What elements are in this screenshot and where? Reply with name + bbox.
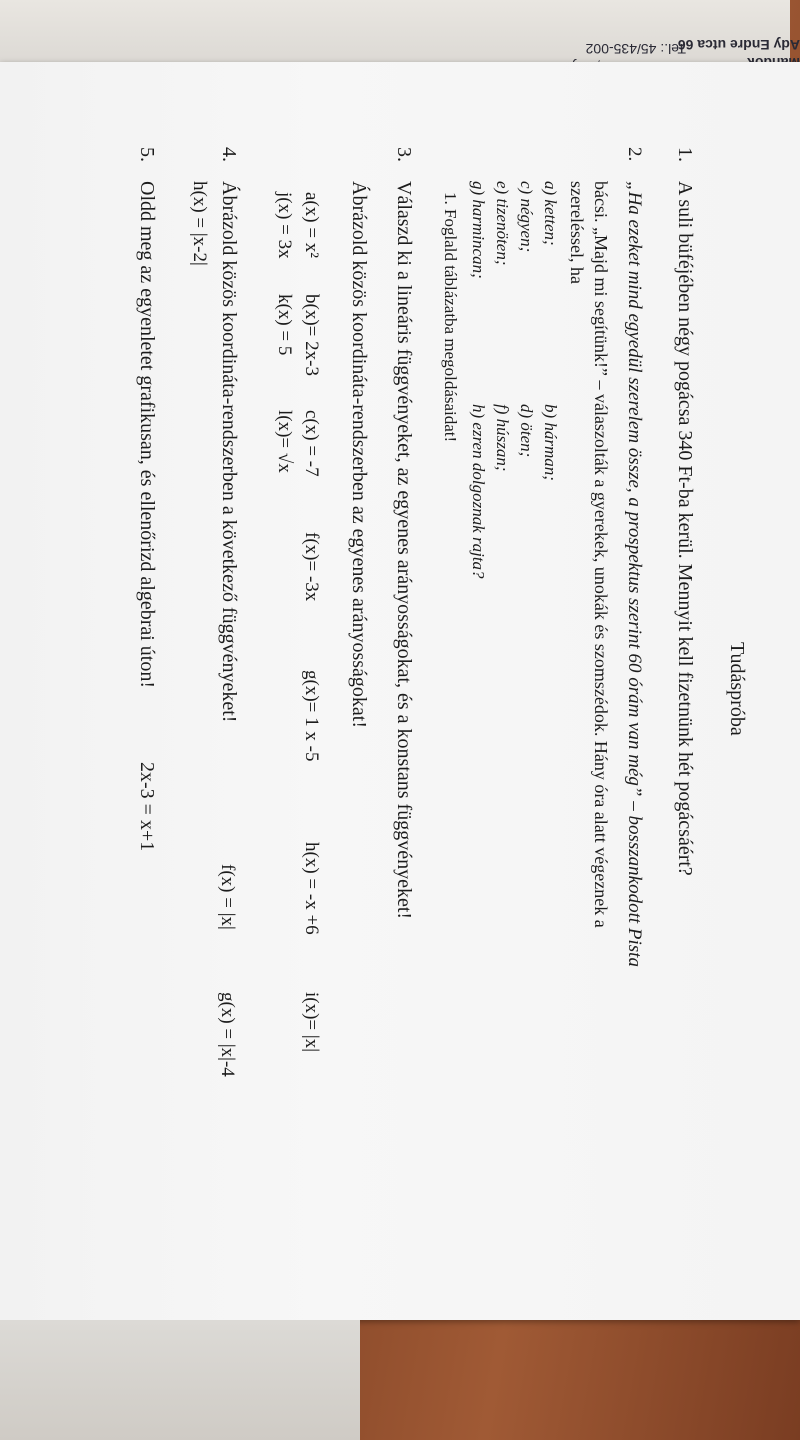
question-4	[217, 147, 240, 722]
function-g: g(x)= 1 x -5	[301, 670, 322, 762]
function-c: c(x) = -7	[301, 410, 322, 477]
option-e: e) tizenöten;	[493, 181, 512, 266]
function-h: h(x) = -x +6	[301, 842, 322, 935]
function-k: k(x) = 5	[274, 294, 295, 356]
option-h: h) ezren dolgoznak rajta?	[469, 404, 488, 579]
question-number: 3.	[393, 147, 415, 162]
option-d: d) öten;	[517, 404, 536, 458]
stamp-line: Tel.: 45/435-002	[585, 41, 686, 57]
worksheet-content	[0, 62, 800, 1242]
option-a: a) ketten;	[541, 181, 560, 246]
equation: 2x-3 = x+1	[136, 762, 158, 852]
question-text: Válaszd ki a lineáris függvényeket, az egyenes arányosságokat, és a konstans függvényeket!	[393, 181, 415, 920]
function-h-abs: h(x) = |x-2|	[189, 181, 210, 266]
paper-edge	[0, 1320, 360, 1440]
question-text: Oldd meg az egyenletet grafikusan, és ellenőrizd algebrai úton!	[136, 181, 158, 689]
function-i: i(x)= |x|	[301, 992, 322, 1053]
question-3	[392, 147, 415, 919]
question-text: Ábrázold közös koordináta-rendszerben a következő függvényeket!	[218, 181, 240, 723]
question-number: 5.	[136, 147, 158, 162]
question-text-line: bácsi. „Majd mi segítünk!” – válaszolták a gyerekek, unokák és szomszédok. Hány óra alatt végeznek a	[591, 181, 611, 928]
function-g-abs: g(x) = |x|-4	[217, 992, 238, 1077]
function-j: j(x) = 3x	[274, 192, 295, 259]
function-a: a(x) = x²	[301, 192, 322, 258]
question-text-line: szereléssel, ha	[567, 181, 587, 284]
stamp-line: Ady Endre utca 66	[677, 37, 800, 53]
question-number: 1.	[674, 147, 696, 162]
function-l: l(x)= √x	[274, 410, 295, 473]
question-text-line: Ábrázold közös koordináta-rendszerben az egyenes arányosságokat!	[348, 181, 370, 728]
question-number: 2.	[624, 147, 645, 162]
option-c: c) négyen;	[517, 181, 536, 253]
option-g: g) harmincan;	[469, 181, 488, 279]
option-f: f) húszan;	[493, 404, 512, 472]
option-b: b) hárman;	[541, 404, 560, 481]
question-2	[623, 147, 645, 967]
instruction: 1. Foglald táblázatba megoldásaidat!	[441, 192, 460, 443]
question-1	[673, 147, 696, 876]
question-text: „Ha ezeket mind egyedül szerelem össze, a prospektus szerint 60 órám van még” – bosszankodott Pista	[624, 181, 645, 967]
page-title: Tudáspróba	[726, 642, 748, 736]
function-b: b(x)= 2x-3	[301, 294, 322, 376]
question-text: A suli büféjében négy pogácsa 340 Ft-ba kerül. Mennyit kell fizetnünk hét pogácsáért?	[674, 181, 696, 876]
question-number: 4.	[218, 147, 240, 162]
function-f-abs: f(x) = |x|	[217, 864, 238, 930]
function-f: f(x)= -3x	[301, 532, 322, 602]
question-5	[135, 147, 158, 688]
